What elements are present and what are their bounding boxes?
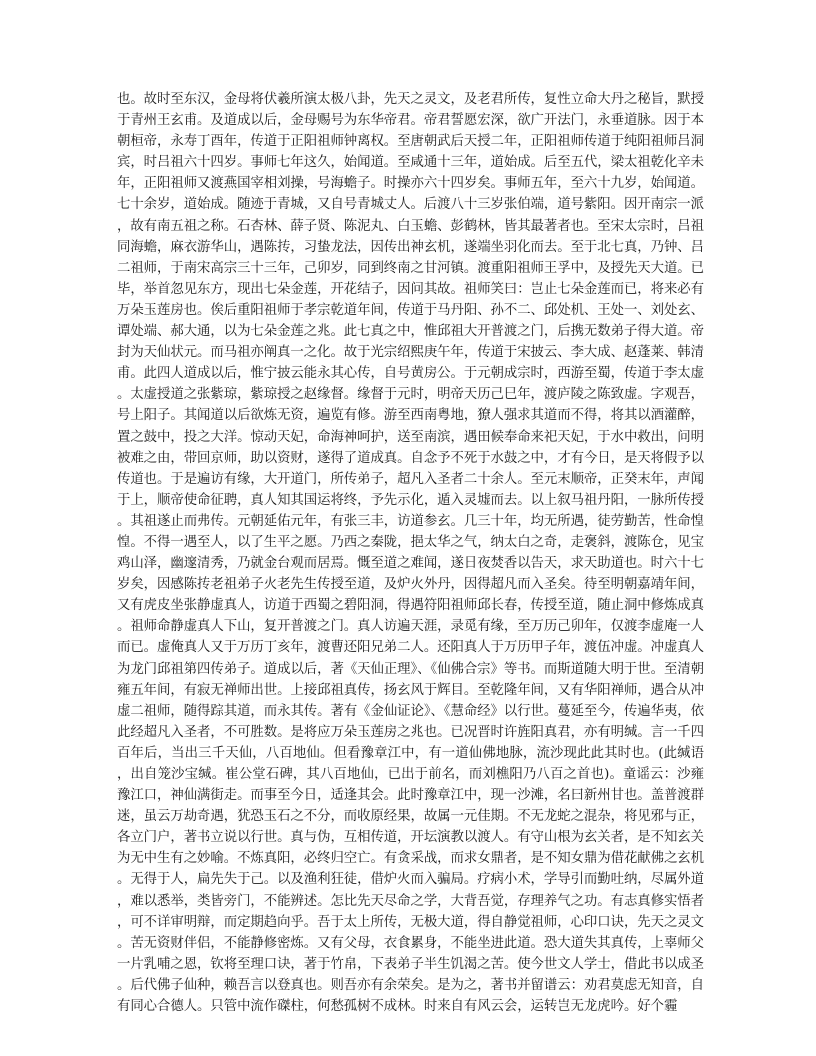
document-page bbox=[117, 89, 704, 1049]
body-paragraph: 也。故时至东汉，金母将伏羲所演太极八卦，先天之灵文，及老君所传，复性立命大丹之秘旨，默授于青州王玄甫。及道成以后，金母赐号为东华帝君。帝君誓愿宏深，欲广开法门，永垂道脉。因于本朝桓帝，永寿丁酉年，传道于正阳祖师钟离权。至唐朝武后天授二年，正阳祖师传道于纯阳祖师吕洞宾，时吕祖六十四岁。事师七年这久，始闻道。至咸通十三年，道始成。后至五代，梁太祖乾化辛未年，正阳祖师又渡燕国宰相刘操，号海蟾子。时操亦六十四岁矣。事师五年，至六十九岁，始闻道。七十余岁，道始成。随迹于青城，又自号青城丈人。后渡八十三岁张伯端，道号紫阳。因开南宗一派，故有南五祖之称。石杏林、薛子贤、陈泥丸、白玉蟾、彭鹤林，皆其最著者也。至宋太宗时，吕祖同海蟾，麻衣游华山，遇陈抟，习蛰龙法，因传出神玄机，遂端坐羽化而去。至于北七真，乃钟、吕二祖师，于南宋高宗三十三年，己卯岁，同到终南之甘河镇。渡重阳祖师王孚中，及授先天大道。已毕，举首忽见东方，现出七朵金莲，开花结子，因问其故。祖师笑曰：岂止七朵金莲而已，将来必有万朵玉莲房也。俟后重阳祖师于孝宗乾道年间，传道于马丹阳、孙不二、邱处机、王处一、刘处玄、谭处端、郝大通，以为七朵金莲之兆。此七真之中，惟邱祖大开普渡之门，后携无数弟子得大道。帝封为天仙状元。而马祖亦阐真一之化。故于光宗绍熙庚午年，传道于宋披云、李大成、赵蓬莱、韩清甫。此四人道成以后，惟宁披云能永其心传，自号黄房公。于元朝成宗时，西游至蜀，传道于李太虚。太虚授道之张紫琼，紫琼授之赵缘督。缘督于元时，明帝天历己巳年，渡庐陵之陈致虚。字观吾，号上阳子。其闻道以后欲炼无资，遍览有修。游至西南粤地，獠人强求其道而不得，将其以酒灌醉，置之鼓中，投之大洋。惊动天妃，命海神呵护，送至南滨，遇田候奉命来祀天妃，于水中救出，问明被难之由，带回京师，助以资财，遂得了道成真。自念予不死于水鼓之中，才有今日，是天将假予以传道也。于是遍访有缘，大开道门，所传弟子，超凡入圣者二十余人。至元末顺帝，正癸末年，声闻于上，顺帝使命征聘，真人知其国运将终，予先示化，遁入灵墟而去。以上叙马祖丹阳，一脉所传授。其祖遂止而弗传。元朝延佑元年，有张三丰，访道参玄。几三十年，均无所遇，徒劳勤苦，性命惶惶。不得一遇至人，以了生平之愿。乃西之秦陇，挹太华之气，纳太白之奇，走褒斜，渡陈仓，见宝鸡山泽，幽邃清秀，乃就金台观而居焉。慨至道之难闻，遂日夜焚香以告天，求天助道也。时六十七岁矣，因感陈抟老祖弟子火老先生传授至道，及炉火外丹，因得超凡而入圣矣。待至明朝嘉靖年间，又有虎皮坐张静虚真人，访道于西蜀之碧阳洞，得遇符阳祖师邱长春，传授至道，随止洞中修炼成真。祖师命静虚真人下山，复开普渡之门。真人访遍天涯，录觅有缘，至万历己卯年，仅渡李虚庵一人而已。虚俺真人又于万历丁亥年，渡曹还阳兄弟二人。还阳真人于万历甲子年，渡伍冲虚。冲虚真人为龙门邱祖第四传弟子。道成以后，著《天仙正理》、《仙佛合宗》等书。而斯道随大明于世。至清朝雍五年间，有寂无禅师出世。上接邱祖真传，扬玄风于辉目。至乾隆年间，又有华阳禅师，遇合从冲虚二祖师，随得踪其道，而永其传。著有《金仙证论》、《慧命经》以行世。蔓延至今，传遍华夷，依此经超凡入圣者，不可胜数。是将应万朵玉莲房之兆也。已况晋时许旌阳真君，亦有明缄。言一千四百年后，当出三千天仙，八百地仙。但看豫章江中，有一道仙佛地脉，流沙现此此其时也。(此缄语，出自笼沙宝缄。崔公堂石碑，其八百地仙，已出于前名，而刘樵阳乃八百之首也)。童谣云：沙雍豫江口，神仙满街走。而事至今日，适逢其会。此时豫章江中，现一沙滩，名曰新州甘也。盖普渡群迷，虽云万劫奇遇，犹恐玉石之不分，而收原经果，故属一元佳期。不无龙蛇之混杂，将见邪与正，各立门户，著书立说以行世。真与伪，互相传道，开坛演教以渡人。有守山根为玄关者，是不知玄关为无中生有之妙喻。不炼真阳，必终归空亡。有贪采战，而求女鼎者，是不知女鼎为借花献佛之玄机。无得于人，扁先失于己。以及渔利狂徒，借炉火而入骗局。疗病小术，学导引而勤吐纳，尽属外道，难以悉举，类皆旁门，不能辨述。怎比先天尽命之学，大背吾觉，存理养气之功。有志真修实悟者，可不详审明辩，而定期趋向乎。吾于太上所传，无极大道，得自静觉祖师，心印口诀，先天之灵文。苦无资财伴侣，不能静修密炼。又有父母，衣食累身，不能坐进此道。恐大道失其真传，上辜师父一片乳哺之恩，钦将至理口诀，著于竹帛，下表弟子半生饥渴之苦。使今世文人学士，借此书以成圣。后代佛子仙种，赖吾言以登真也。则吾亦有余荣矣。是为之，著书并留谱云：劝君莫虑无知音，自有同心合德人。只管中流作磔柱，何愁孤树不成林。时来自有风云会，运转岂无龙虎吟。好个霾 bbox=[117, 92, 704, 1015]
